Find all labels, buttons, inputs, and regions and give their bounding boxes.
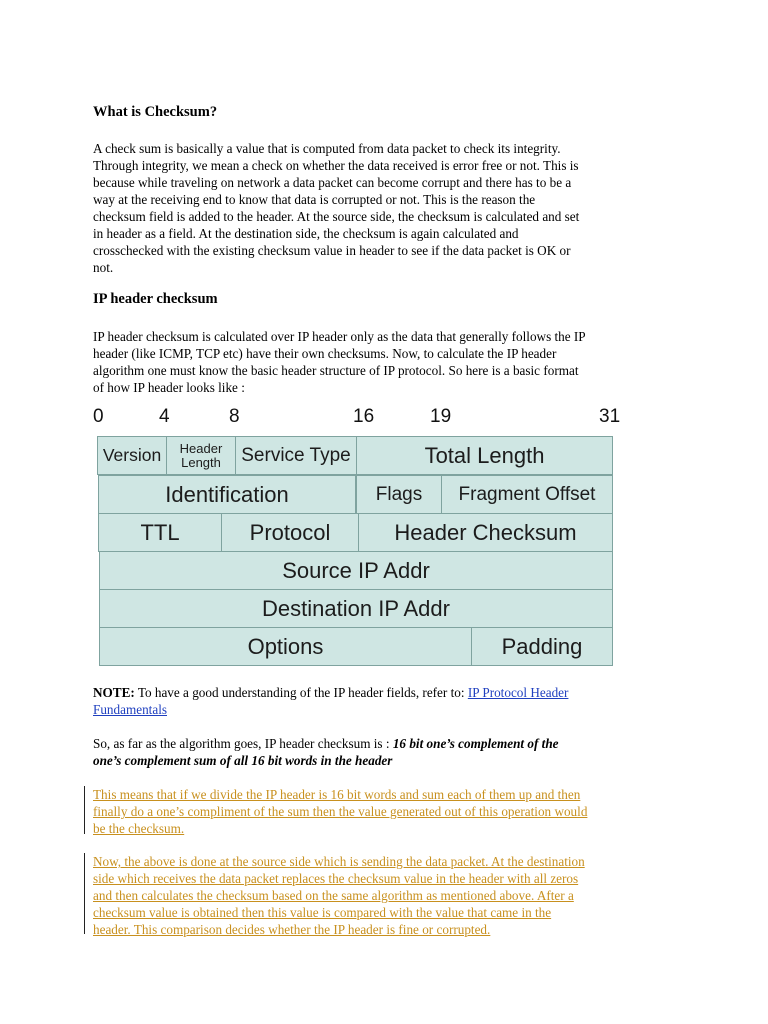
field-label: Source IP Addr xyxy=(282,557,430,583)
field-service-type xyxy=(235,436,357,475)
field-label: Service Type xyxy=(241,444,351,466)
text-line: checksum field is added to the header. At the source side, the checksum is calculated and set xyxy=(93,209,580,224)
text-line: checksum value is obtained then this value is compared with the value that came in the xyxy=(93,905,552,920)
text-line: be the checksum. xyxy=(93,821,185,836)
field-label: Fragment Offset xyxy=(458,483,596,505)
note-label: NOTE: xyxy=(93,685,135,700)
text-line: IP header checksum is calculated over IP header only as the data that generally follows the IP xyxy=(93,329,586,344)
bit-number-8: 8 xyxy=(229,406,240,427)
field-source-ip-addr xyxy=(99,551,613,590)
field-destination-ip-addr xyxy=(99,589,613,628)
field-label: Header xyxy=(179,440,223,456)
heading-what-is-checksum: What is Checksum? xyxy=(93,104,218,120)
change-bar xyxy=(84,853,85,934)
field-protocol xyxy=(221,513,359,552)
text-line: This means that if we divide the IP header is 16 bit words and sum each of them up and then xyxy=(93,787,581,802)
text-line: way at the receiving end to know that data is corrupted or not. This is the reason the xyxy=(93,192,536,207)
field-label: Options xyxy=(247,633,324,659)
paragraph-note xyxy=(93,684,683,718)
field-label: Header Checksum xyxy=(394,519,577,545)
algorithm-definition: 16 bit one’s complement of the xyxy=(392,736,559,751)
field-fragment-offset xyxy=(441,475,613,514)
heading-ip-header-checksum: IP header checksum xyxy=(93,291,218,307)
field-label: Version xyxy=(102,445,162,466)
field-version xyxy=(97,436,167,475)
change-bar xyxy=(84,786,85,834)
field-header-checksum xyxy=(358,513,613,552)
text-line: Now, the above is done at the source side which is sending the data packet. At the destination xyxy=(93,854,585,869)
paragraph-tracked-change-2 xyxy=(93,853,693,938)
ip-header-diagram xyxy=(88,403,628,671)
paragraph-checksum-intro xyxy=(93,140,683,276)
text-line xyxy=(93,735,683,752)
field-label: Total Length xyxy=(424,442,545,468)
field-label: Destination IP Addr xyxy=(262,595,450,621)
field-options xyxy=(99,627,472,666)
field-total-length xyxy=(356,436,613,475)
text-line: algorithm one must know the basic header structure of IP protocol. So here is a basic format xyxy=(93,363,579,378)
field-identification xyxy=(98,475,356,514)
bit-number-16: 16 xyxy=(353,406,375,427)
bit-number-0: 0 xyxy=(93,406,104,427)
bit-number-19: 19 xyxy=(430,406,452,427)
paragraph-ip-header-intro xyxy=(93,328,683,396)
ip-protocol-header-link-continued[interactable]: Fundamentals xyxy=(93,702,167,717)
text-line: finally do a one’s compliment of the sum then the value generated out of this operation would xyxy=(93,804,588,819)
text-line: in header as a field. At the destination side, the checksum is again calculated and xyxy=(93,226,519,241)
text-line: of how IP header looks like : xyxy=(93,380,245,395)
algorithm-definition-continued: one’s complement sum of all 16 bit words in the header xyxy=(93,753,393,768)
field-label: Length xyxy=(181,454,221,470)
field-label: Padding xyxy=(501,633,583,659)
text-line: because while traveling on network a data packet can become corrupt and there has to be a xyxy=(93,175,572,190)
ip-protocol-header-link[interactable]: IP Protocol Header xyxy=(467,685,569,700)
text-line: not. xyxy=(93,260,114,275)
paragraph-algorithm xyxy=(93,735,683,769)
paragraph-tracked-change-1 xyxy=(93,786,693,837)
bit-number-31: 31 xyxy=(599,406,621,427)
text-line: header (like ICMP, TCP etc) have their own checksums. Now, to calculate the IP header xyxy=(93,346,557,361)
text-line: and then calculates the checksum based on the same algorithm as mentioned above. After a xyxy=(93,888,574,903)
text-line xyxy=(93,701,683,718)
bit-number-4: 4 xyxy=(159,406,170,427)
field-padding xyxy=(471,627,613,666)
note-text: To have a good understanding of the IP header fields, refer to: xyxy=(134,685,468,700)
field-label: Protocol xyxy=(249,519,331,545)
text-line: header. This comparison decides whether the IP header is fine or corrupted. xyxy=(93,922,491,937)
text-line: crosschecked with the existing checksum value in header to see if the data packet is OK or xyxy=(93,243,571,258)
field-header-length xyxy=(166,436,236,475)
algorithm-prefix: So, as far as the algorithm goes, IP header checksum is : xyxy=(93,736,393,751)
text-line: Through integrity, we mean a check on whether the data received is error free or not. This is xyxy=(93,158,579,173)
field-flags xyxy=(356,475,442,514)
text-line: side which receives the data packet replaces the checksum value in the header with all zeros xyxy=(93,871,579,886)
text-line xyxy=(93,684,683,701)
field-label: TTL xyxy=(140,519,180,545)
field-ttl xyxy=(98,513,222,552)
field-label: Identification xyxy=(165,481,289,507)
field-label: Flags xyxy=(375,483,423,505)
text-line: A check sum is basically a value that is computed from data packet to check its integrity. xyxy=(93,141,561,156)
